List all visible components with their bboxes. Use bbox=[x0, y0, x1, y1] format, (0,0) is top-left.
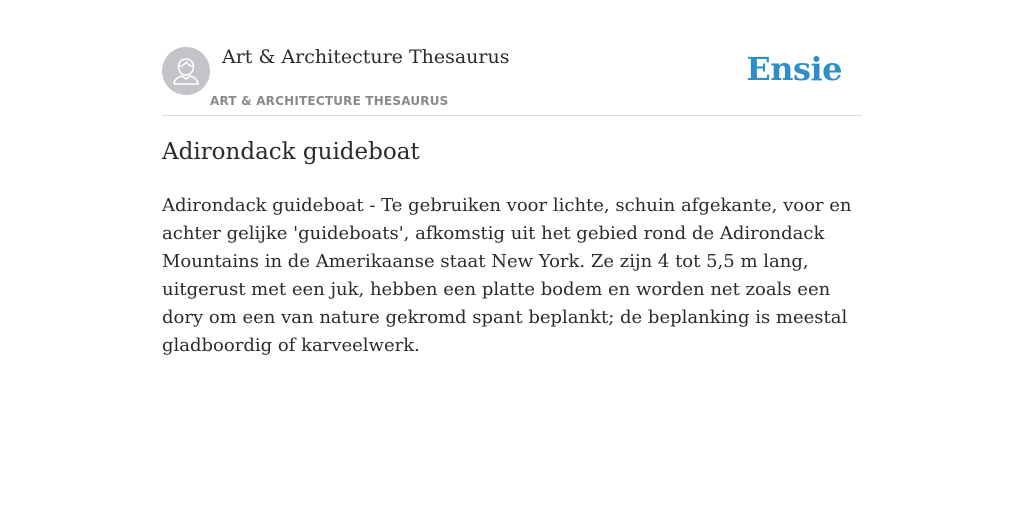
source-header bbox=[162, 0, 862, 116]
entry-definition: Adirondack guideboat - Te gebruiken voor lichte, schuin afgekante, voor en achter gelijke 'guideboats', afkomstig uit het gebied rond de Adirondack Mountains in de Amerikaanse staat New York. Ze zijn 4 tot 5,5 m lang, uitgerust met een juk, hebben een platte bodem en worden net zoals een dory om een van nature gekromd spant beplankt; de beplanking is meestal gladboordig of karveelwerk. bbox=[162, 195, 852, 356]
source-subtitle: ART & ARCHITECTURE THESAURUS bbox=[210, 94, 449, 108]
entry-title: Adirondack guideboat bbox=[162, 139, 420, 165]
ensie-logo[interactable]: Ensie bbox=[746, 50, 842, 88]
source-title[interactable]: Art & Architecture Thesaurus bbox=[222, 46, 510, 68]
page-container bbox=[162, 0, 862, 356]
user-avatar-icon[interactable] bbox=[162, 47, 210, 95]
